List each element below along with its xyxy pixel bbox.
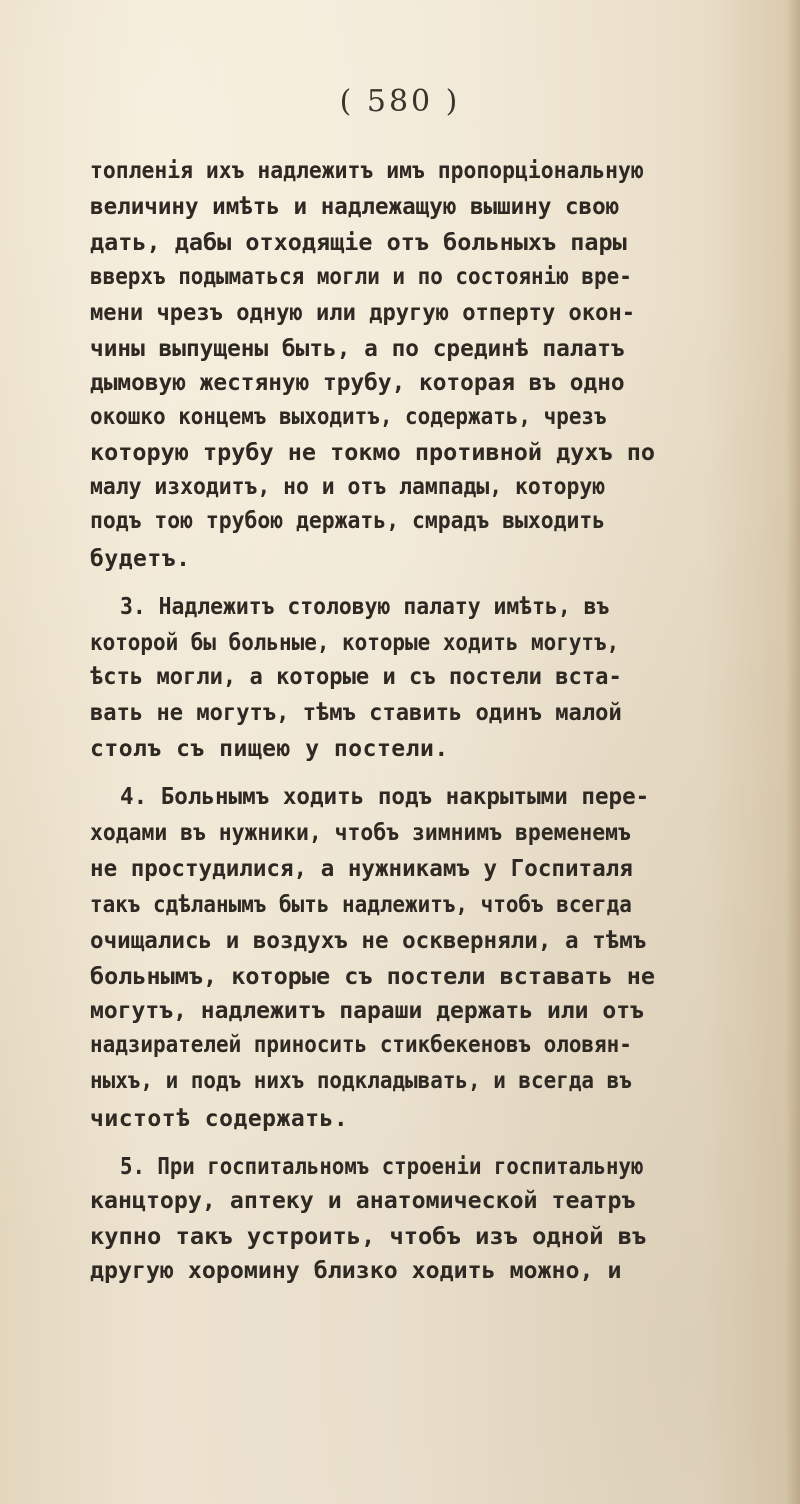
text-line: будетъ.: [90, 546, 191, 572]
text-line: дать, дабы отходящіе отъ больныхъ пары: [90, 230, 627, 256]
text-line: 4. Больнымъ ходить подъ накрытыми пере-: [120, 784, 650, 810]
text-line: больнымъ, которые съ постели вставать не: [90, 964, 655, 990]
text-line: такъ сдѣланымъ быть надлежитъ, чтобъ всегда: [90, 892, 632, 918]
text-line: подъ тою трубою держать, смрадъ выходить: [90, 508, 606, 534]
text-line: не простудилися, а нужникамъ у Госпиталя: [90, 856, 633, 882]
text-line: мени чрезъ одную или другую отперту окон-: [90, 300, 636, 326]
text-line: которой бы больные, которые ходить могутъ,: [90, 630, 620, 656]
text-line: величину имѣть и надлежащую вышину свою: [90, 194, 620, 220]
text-line: малу изходитъ, но и отъ лампады, которую: [90, 474, 606, 500]
text-line: купно такъ устроить, чтобъ изъ одной въ: [90, 1224, 647, 1250]
text-line: вать не могутъ, тѣмъ ставить одинъ малой: [90, 700, 622, 726]
text-line: 5. При госпитальномъ строеніи госпитальную: [120, 1154, 644, 1180]
text-line: которую трубу не токмо противной духъ по: [90, 440, 655, 466]
text-line: ходами въ нужники, чтобъ зимнимъ временемъ: [90, 820, 631, 846]
text-line: топленія ихъ надлежитъ имъ пропорціональную: [90, 158, 644, 184]
text-line: ѣсть могли, а которые и съ постели вста-: [90, 664, 622, 690]
text-line: канцтору, аптеку и анатомической театръ: [90, 1188, 636, 1214]
text-line: чистотѣ содержать.: [90, 1106, 349, 1132]
page-edge-shadow: [786, 0, 800, 1504]
text-line: могутъ, надлежитъ параши держать или отъ: [90, 998, 644, 1024]
text-line: другую хоромину близко ходить можно, и: [90, 1258, 622, 1284]
text-line: 3. Надлежитъ столовую палату имѣть, въ: [120, 594, 610, 620]
page-number: ( 580 ): [339, 84, 461, 119]
text-line: ныхъ, и подъ нихъ подкладывать, и всегда въ: [90, 1068, 632, 1094]
text-line: столъ съ пищею у постели.: [90, 736, 449, 762]
text-line: вверхъ подыматься могли и по состоянію вре-: [90, 264, 632, 290]
text-line: чины выпущены быть, а по срединѣ палатъ: [90, 336, 625, 362]
text-line: дымовую жестяную трубу, которая въ одно: [90, 370, 625, 396]
text-line: окошко концемъ выходитъ, содержать, чрезъ: [90, 404, 607, 430]
text-line: очищались и воздухъ не оскверняли, а тѣмъ: [90, 928, 647, 954]
text-line: надзирателей приносить стикбекеновъ оловян-: [90, 1032, 632, 1058]
